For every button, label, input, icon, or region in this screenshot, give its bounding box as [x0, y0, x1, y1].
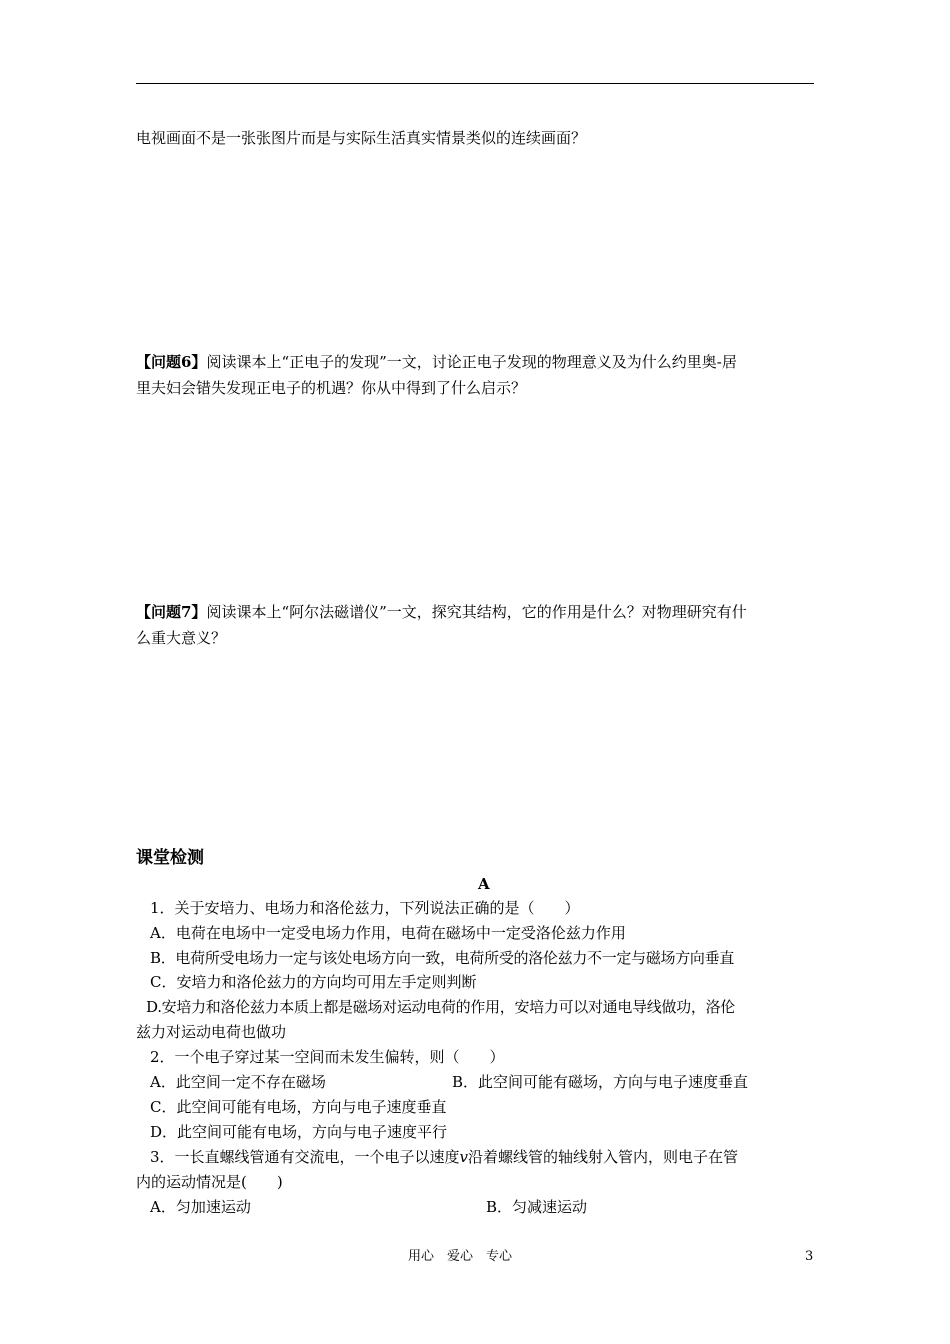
- q1-option-d-line-1: D.安培力和洛伦兹力本质上都是磁场对运动电荷的作用，安培力可以对通电导线做功，洛伦: [146, 998, 735, 1016]
- q3-stem-pre: 3．一长直螺线管通有交流电，一个电子以速度: [150, 1148, 460, 1166]
- footer-motto: 用心 爱心 专心: [408, 1249, 513, 1264]
- page-number: 3: [805, 1249, 814, 1264]
- q3-option-b: B．匀减速运动: [486, 1198, 588, 1216]
- question-7-label: 【问题7】: [136, 603, 207, 621]
- level-label: A: [478, 875, 490, 893]
- q1-option-b: B．电荷所受电场力一定与该处电场方向一致，电荷所受的洛伦兹力不一定与磁场方向垂直: [150, 949, 735, 967]
- q1-stem: 1．关于安培力、电场力和洛伦兹力，下列说法正确的是（ ）: [150, 899, 580, 917]
- q2-option-d: D．此空间可能有电场，方向与电子速度平行: [150, 1123, 448, 1141]
- question-7-line-1: [136, 600, 747, 624]
- question-7-text: 阅读课本上“阿尔法磁谱仪”一文，探究其结构，它的作用是什么？对物理研究有什: [206, 603, 747, 621]
- question-6-label: 【问题6】: [136, 353, 207, 371]
- q2-option-c: C．此空间可能有电场，方向与电子速度垂直: [150, 1098, 447, 1116]
- question-6-line-1: [136, 350, 737, 374]
- q3-stem-line-1: [150, 1145, 738, 1169]
- header-rule: [136, 83, 814, 84]
- section-title: 课堂检测: [136, 848, 204, 868]
- question-6-line-2: 里夫妇会错失发现正电子的机遇？你从中得到了什么启示？: [136, 379, 527, 397]
- q2-option-b: B．此空间可能有磁场，方向与电子速度垂直: [452, 1073, 749, 1091]
- q3-option-a: A．匀加速运动: [150, 1198, 251, 1216]
- intro-text: 电视画面不是一张张图片而是与实际生活真实情景类似的连续画面？: [136, 129, 587, 147]
- question-7-line-2: 么重大意义？: [136, 629, 227, 647]
- q1-option-c: C．安培力和洛伦兹力的方向均可用左手定则判断: [150, 973, 477, 991]
- q1-option-a: A．电荷在电场中一定受电场力作用，电荷在磁场中一定受洛伦兹力作用: [150, 924, 626, 942]
- q2-stem: 2．一个电子穿过某一空间而未发生偏转，则（ ）: [150, 1048, 505, 1066]
- q2-option-a: A．此空间一定不存在磁场: [150, 1073, 326, 1091]
- question-6-text: 阅读课本上“正电子的发现”一文，讨论正电子发现的物理意义及为什么约里奥-居: [206, 353, 737, 371]
- q1-option-d-line-2: 兹力对运动电荷也做功: [136, 1023, 287, 1041]
- q3-stem-post: 沿着螺线管的轴线射入管内，则电子在管: [468, 1148, 739, 1166]
- q3-velocity-variable: v: [459, 1148, 469, 1166]
- q3-stem-line-2: 内的运动情况是( ): [136, 1173, 283, 1191]
